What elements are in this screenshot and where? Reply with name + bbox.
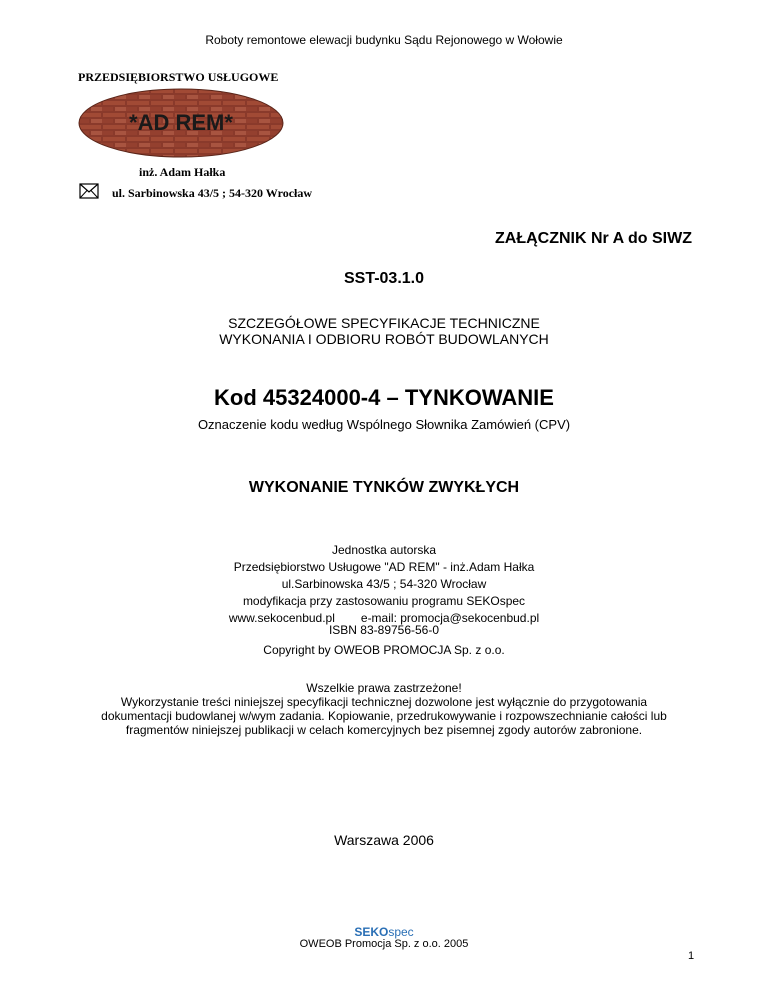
copyright: Copyright by OWEOB PROMOCJA Sp. z o.o.	[263, 643, 505, 657]
author-block	[0, 542, 768, 627]
annex-title: ZAŁĄCZNIK Nr A do SIWZ	[494, 230, 692, 247]
company-type: PRZEDSIĘBIORSTWO USŁUGOWE	[78, 70, 279, 84]
rights-line-3: dokumentacji budowlanej w/wym zadania. Kopiowanie, przedrukowywanie i rozpowszechnianie całości lub	[101, 709, 667, 723]
author-line-1: Jednostka autorska	[331, 543, 437, 557]
rights-notice	[0, 681, 768, 737]
author-line-3: ul.Sarbinowska 43/5 ; 54-320 Wrocław	[281, 577, 487, 591]
spec-line-1: SZCZEGÓŁOWE SPECYFIKACJE TECHNICZNE	[228, 315, 540, 331]
spec-line-2: WYKONANIA I ODBIORU ROBÓT BUDOWLANYCH	[219, 331, 549, 347]
company-address: ul. Sarbinowska 43/5 ; 54-320 Wrocław	[112, 186, 313, 200]
author-line-2: Przedsiębiorstwo Usługowe "AD REM" - inż.Adam Hałka	[233, 560, 535, 574]
works-title: WYKONANIE TYNKÓW ZWYKŁYCH	[248, 479, 520, 496]
cpv-note: Oznaczenie kodu według Wspólnego Słownika Zamówień (CPV)	[197, 417, 571, 432]
isbn: ISBN 83-89756-56-0	[328, 623, 440, 637]
running-header: Roboty remontowe elewacji budynku Sądu Rejonowego w Wołowie	[205, 33, 563, 47]
footer-publisher: OWEOB Promocja Sp. z o.o. 2005	[299, 938, 469, 950]
cpv-code-title: Kod 45324000-4 – TYNKOWANIE	[214, 385, 554, 410]
brand-bold: SEKO	[354, 925, 389, 939]
envelope-icon	[79, 183, 99, 199]
company-logo	[78, 88, 284, 158]
website-link[interactable]: www.sekocenbud.pl	[228, 611, 335, 625]
person-name: inż. Adam Hałka	[139, 165, 226, 179]
rights-line-2: Wykorzystanie treści niniejszej specyfikacji technicznej dozwolone jest wyłącznie do przygotowania	[120, 695, 648, 709]
rights-line-4: fragmentów niniejszej publikacji w celach komercyjnych bez pisemnej zgody autorów zabronione.	[125, 723, 643, 737]
spec-heading	[0, 315, 768, 347]
brand-light: spec	[388, 925, 414, 939]
sst-code: SST-03.1.0	[343, 270, 425, 287]
page-number: 1	[688, 950, 695, 962]
rights-line-1: Wszelkie prawa zastrzeżone!	[306, 681, 462, 695]
logo-text: *AD REM*	[129, 110, 233, 135]
author-line-4: modyfikacja przy zastosowaniu programu SEKOspec	[242, 594, 526, 608]
city-date: Warszawa 2006	[334, 832, 434, 848]
sekospec-brand	[0, 925, 768, 939]
email-link[interactable]: e-mail: promocja@sekocenbud.pl	[360, 611, 540, 625]
